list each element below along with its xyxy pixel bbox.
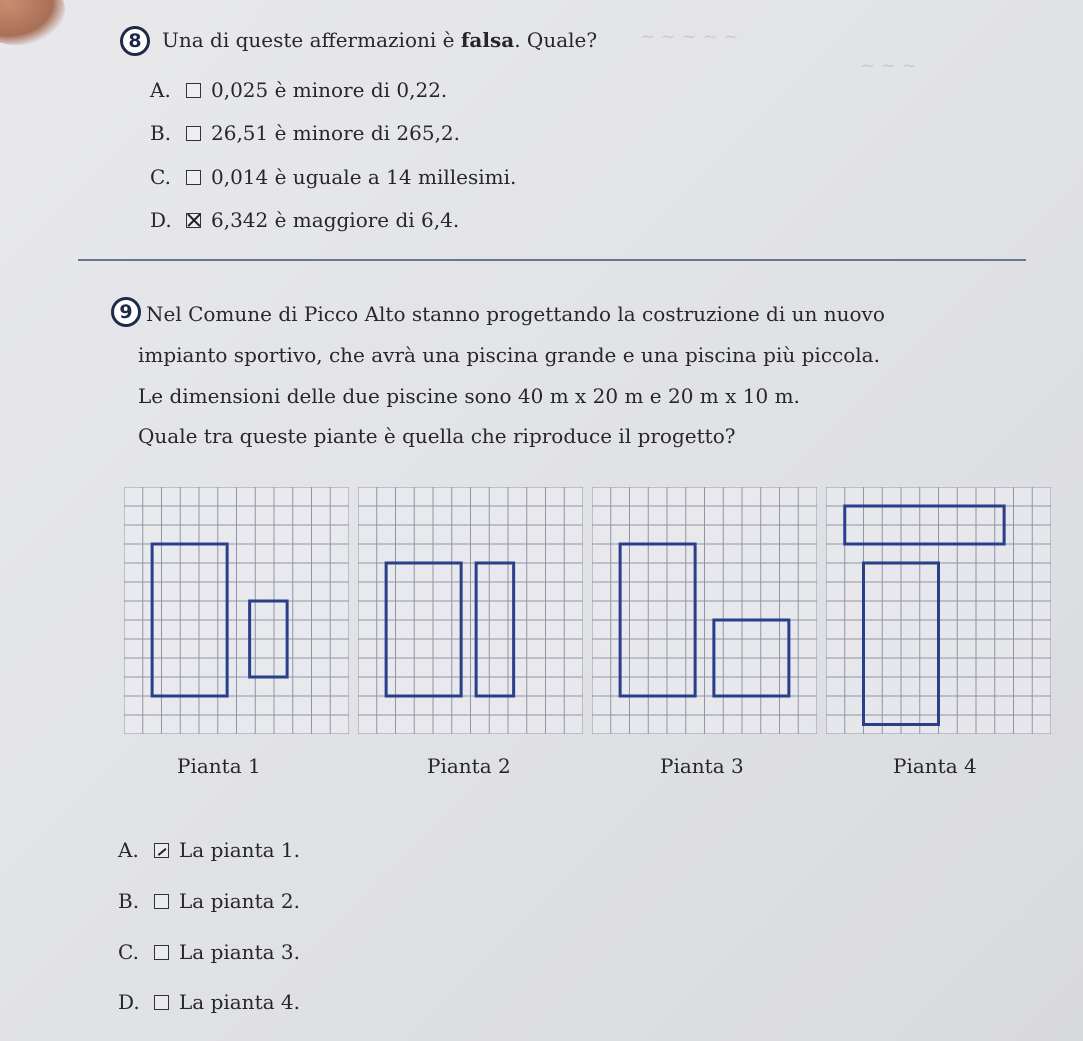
plan-4-label: Pianta 4 <box>893 754 977 778</box>
plan-3-label: Pianta 3 <box>660 754 744 778</box>
plan-2-label: Pianta 2 <box>427 754 511 778</box>
plan-1-label: Pianta 1 <box>177 754 261 778</box>
show-through-text: ~ ~ ~ ~ ~ <box>640 26 739 47</box>
section-divider <box>78 259 1026 261</box>
photo-thumb-edge <box>0 0 65 45</box>
q9-option-d-checkbox[interactable] <box>154 995 169 1010</box>
question-9-line-3: Le dimensioni delle due piscine sono 40 m x 20 m e 20 m x 10 m. <box>138 384 800 408</box>
question-9-line-4: Quale tra queste piante è quella che riproduce il progetto? <box>138 424 736 448</box>
plan-1-grid <box>124 487 349 734</box>
q9-option-c[interactable]: C. La pianta 3. <box>118 940 300 964</box>
q9-option-d[interactable]: D. La pianta 4. <box>118 990 300 1014</box>
plan-2-grid <box>358 487 583 734</box>
question-8-text: Una di queste affermazioni è falsa. Quale? <box>162 28 598 52</box>
question-9-line-2: impianto sportivo, che avrà una piscina grande e una piscina più piccola. <box>138 343 880 367</box>
q9-option-a-checkbox[interactable] <box>154 843 169 858</box>
q8-option-a[interactable]: A. 0,025 è minore di 0,22. <box>150 78 448 102</box>
q8-option-b[interactable]: B. 26,51 è minore di 265,2. <box>150 121 461 145</box>
question-9-number: 9 <box>111 297 141 327</box>
plan-3-svg <box>592 487 817 734</box>
q9-option-c-checkbox[interactable] <box>154 945 169 960</box>
plan-1-svg <box>124 487 349 734</box>
plan-2-svg <box>358 487 583 734</box>
q8-option-b-checkbox[interactable] <box>186 126 201 141</box>
q8-option-a-checkbox[interactable] <box>186 83 201 98</box>
q9-option-a[interactable]: A. La pianta 1. <box>118 838 300 862</box>
q8-option-d-checkbox[interactable] <box>186 213 201 228</box>
q8-option-d[interactable]: D. 6,342 è maggiore di 6,4. <box>150 208 460 232</box>
q9-option-b[interactable]: B. La pianta 2. <box>118 889 300 913</box>
question-9-line-1: Nel Comune di Picco Alto stanno progettando la costruzione di un nuovo <box>146 302 885 326</box>
q8-option-c[interactable]: C. 0,014 è uguale a 14 millesimi. <box>150 165 517 189</box>
show-through-text: ~ ~ ~ <box>860 55 917 76</box>
plan-4-svg <box>826 487 1051 734</box>
plan-4-grid <box>826 487 1051 734</box>
q8-option-c-checkbox[interactable] <box>186 170 201 185</box>
question-8-number: 8 <box>120 26 150 56</box>
plan-3-grid <box>592 487 817 734</box>
q9-option-b-checkbox[interactable] <box>154 894 169 909</box>
